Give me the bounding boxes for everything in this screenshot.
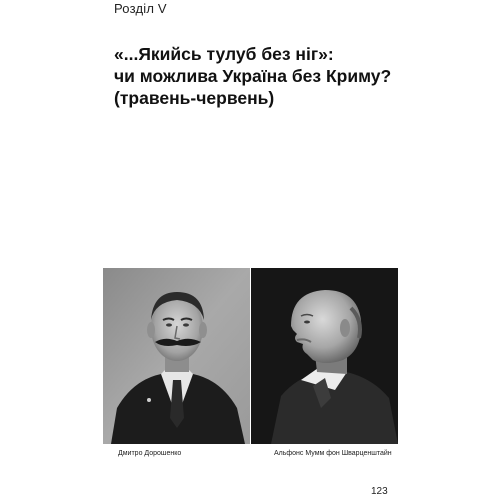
chapter-title — [114, 43, 474, 109]
chapter-title-line-3: (травень-червень) — [114, 88, 275, 108]
chapter-title-line-1: «...Якийсь тулуб без ніг»: — [114, 44, 334, 64]
page-number: 123 — [371, 486, 388, 497]
photo-caption-mumm: Альфонс Мумм фон Шварценштайн — [274, 450, 392, 457]
photo-caption-doroshenko: Дмитро Дорошенко — [118, 450, 182, 457]
section-label: Розділ V — [114, 1, 167, 16]
photo-panel — [103, 268, 398, 444]
portrait-mumm-von-schwarzenstein — [251, 268, 398, 444]
portrait-doroshenko — [103, 268, 250, 444]
chapter-title-line-2: чи можлива Україна без Криму? — [114, 66, 392, 86]
